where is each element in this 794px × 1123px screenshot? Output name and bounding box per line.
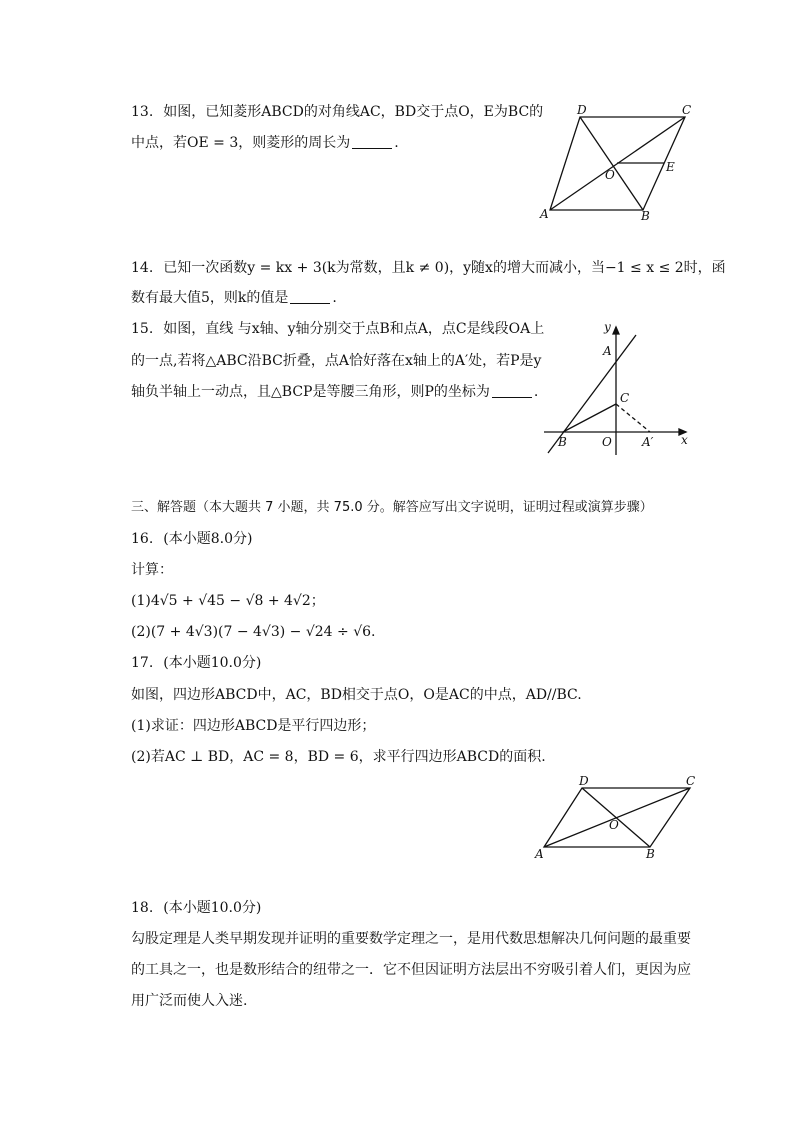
q13-answer-blank[interactable] [352,134,392,149]
fig13-label-e: E [666,160,675,174]
q15-line3 [131,382,538,402]
fig17-label-a: A [535,847,544,861]
q18-number: 18. [131,900,154,916]
q13-line1 [131,102,543,122]
figure-q15-axes [538,315,698,460]
fig15-label-c: C [620,391,630,405]
fig15-label-b: B [558,435,567,449]
fig15-label-a-prime: A′ [642,435,654,449]
q13-text-1: 如图，已知菱形ABCD的对角线AC，BD交于点O，E为BC的 [163,104,544,120]
q15-number: 15. [131,321,154,337]
q17-score: (本小题10.0分) [163,655,262,671]
y-axis-arrow [613,327,619,334]
fig13-label-c: C [682,103,692,117]
q15-answer-blank[interactable] [492,383,532,398]
q15-text-3: 轴负半轴上一动点，且△BCP是等腰三角形，则P的坐标为 [131,384,490,400]
fig15-label-x: x [681,433,688,447]
q16-number: 16. [131,531,154,547]
q15-text-2: 的一点,若将△ABC沿BC折叠，点A恰好落在x轴上的A′处，若P是y [131,353,542,369]
q16-part1: (1)4√5 + √45 − √8 + 4√2； [131,593,325,609]
fig17-label-d: D [579,774,589,788]
q14-line2 [131,288,337,308]
q17-part2: (2)若AC ⊥ BD，AC = 8，BD = 6，求平行四边形ABCD的面积. [131,749,546,765]
fig13-label-d: D [577,103,587,117]
q18-score: (本小题10.0分) [163,900,262,916]
fig15-label-a: A [603,344,612,358]
q16-part2: (2)(7 + 4√3)(7 − 4√3) − √24 ÷ √6. [131,624,376,640]
fig13-label-o: O [605,168,615,182]
q15-text-3-end: . [533,384,539,400]
figure-q17-parallelogram [530,770,700,865]
q17-number: 17. [131,655,154,671]
q15-line2 [131,351,541,371]
q18-line2: 的工具之一，也是数形结合的纽带之一．它不但因证明方法层出不穷吸引着人们，更因为应 [131,962,691,978]
fig15-label-o: O [602,435,612,449]
q17-header [131,653,261,673]
segment-ca-prime [616,404,650,432]
q13-line2 [131,133,399,153]
fig13-label-b: B [641,209,650,223]
q15-line1 [131,319,544,339]
fig13-label-a: A [540,207,549,221]
q17-part1: (1)求证：四边形ABCD是平行四边形； [131,718,376,734]
q14-text-1: 已知一次函数y = kx + 3(k为常数，且k ≠ 0)，y随x的增大而减小，当−1 ≤ x ≤ 2时，函 [163,260,726,276]
segment-bc [563,404,616,432]
q16-header [131,529,252,549]
q15-text-1: 如图，直线 与x轴、y轴分别交于点B和点A，点C是线段OA上 [163,321,545,337]
q14-text-2: 数有最大值5，则k的值是 [131,290,289,306]
fig15-label-y: y [604,320,611,334]
q14-number: 14. [131,260,154,276]
q16-score: (本小题8.0分) [163,531,253,547]
fig17-label-o: O [609,818,619,832]
fig17-label-c: C [686,774,696,788]
figure-q13-rhombus [535,100,695,225]
q13-text-2: 中点，若OE = 3，则菱形的周长为 [131,135,351,151]
q18-header [131,898,261,918]
q13-number: 13. [131,104,154,120]
q14-answer-blank[interactable] [290,289,330,304]
q18-line1: 勾股定理是人类早期发现并证明的重要数学定理之一，是用代数思想解决几何问题的最重要 [131,931,691,947]
q16-intro: 计算： [131,562,173,578]
q18-line3: 用广泛而使人入迷. [131,993,248,1009]
q17-intro: 如图，四边形ABCD中，AC，BD相交于点O，O是AC的中点，AD//BC. [131,687,582,703]
fig17-label-b: B [646,847,655,861]
q14-line1 [131,258,726,278]
section3-header: 三、解答题（本大题共 7 小题，共 75.0 分。解答应写出文字说明，证明过程或演算步骤） [131,500,653,515]
q13-text-2-end: . [394,135,399,151]
q14-text-2-end: . [332,290,337,306]
